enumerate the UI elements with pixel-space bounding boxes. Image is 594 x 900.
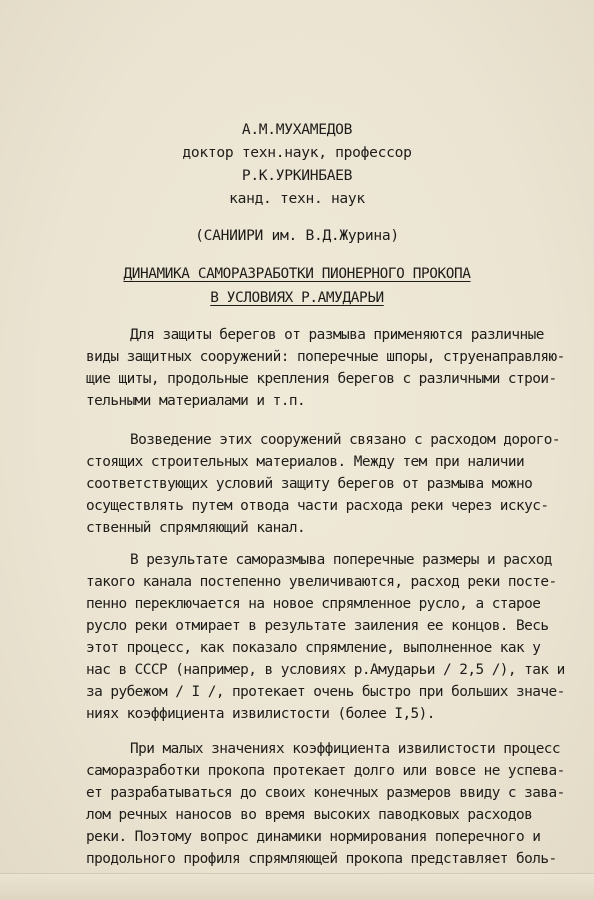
body-line: пенно переключается на новое спрямленное русло, а старое (86, 596, 541, 612)
body-line: тельными материалами и т.п. (86, 393, 306, 409)
author-1-name: А.М.МУХАМЕДОВ (241, 121, 353, 138)
page-bottom-edge (0, 873, 594, 900)
document-header (0, 118, 594, 247)
author-2-title: канд. техн. наук (229, 190, 365, 207)
body-line: лом речных наносов во время высоких паводковых расходов (86, 807, 533, 823)
body-line: ственный спрямляющий канал. (86, 520, 306, 536)
document-title (0, 262, 594, 310)
body-line: виды защитных сооружений: поперечные шпоры, струенаправляю- (86, 349, 565, 365)
body-line: продольного профиля спрямляющей прокопа представляет боль- (86, 851, 557, 867)
author-2-name: Р.К.УРКИНБАЕВ (241, 167, 353, 184)
body-line: щие щиты, продольные крепления берегов с различными строи- (86, 371, 557, 387)
title-line-1: ДИНАМИКА САМОРАЗРАБОТКИ ПИОНЕРНОГО ПРОКОПА (123, 266, 471, 282)
body-line: осуществлять путем отвода части расхода реки через искус- (86, 498, 549, 514)
body-line: реки. Поэтому вопрос динамики нормирования поперечного и (86, 829, 541, 845)
body-line: этот процесс, как показало спрямление, выполненное как у (86, 640, 541, 656)
body-line: При малых значениях коэффициента извилистости процесс (130, 741, 561, 757)
body-line: стоящих строительных материалов. Между тем при наличии (86, 454, 525, 470)
body-line: Для защиты берегов от размыва применяются различные (130, 327, 544, 343)
header-gap (0, 210, 594, 224)
title-line-2: В УСЛОВИЯХ Р.АМУДАРЬИ (210, 290, 384, 306)
body-line: русло реки отмирает в результате заиления ее концов. Весь (86, 618, 549, 634)
author-1-title: доктор техн.наук, профессор (182, 144, 412, 161)
body-line: такого канала постепенно увеличиваются, расход реки посте- (86, 574, 557, 590)
body-line: саморазработки прокопа протекает долго или вовсе не успева- (86, 763, 565, 779)
body-line: соответствующих условий защиту берегов от размыва можно (86, 476, 533, 492)
body-line: ет разрабатываться до своих конечных размеров ввиду с зава- (86, 785, 565, 801)
body-line: Возведение этих сооружений связано с расходом дорого- (130, 432, 561, 448)
body-line: за рубежом / I /, протекает очень быстро при больших значе- (86, 684, 565, 700)
body-line: ниях коэффициента извилистости (более I,5). (86, 706, 435, 722)
body-line: В результате саморазмыва поперечные размеры и расход (130, 552, 552, 568)
body-line: нас в СССР (например, в условиях р.Амударьи / 2,5 /), так и (86, 662, 565, 678)
affiliation: (САНИИРИ им. В.Д.Журина) (195, 227, 399, 244)
